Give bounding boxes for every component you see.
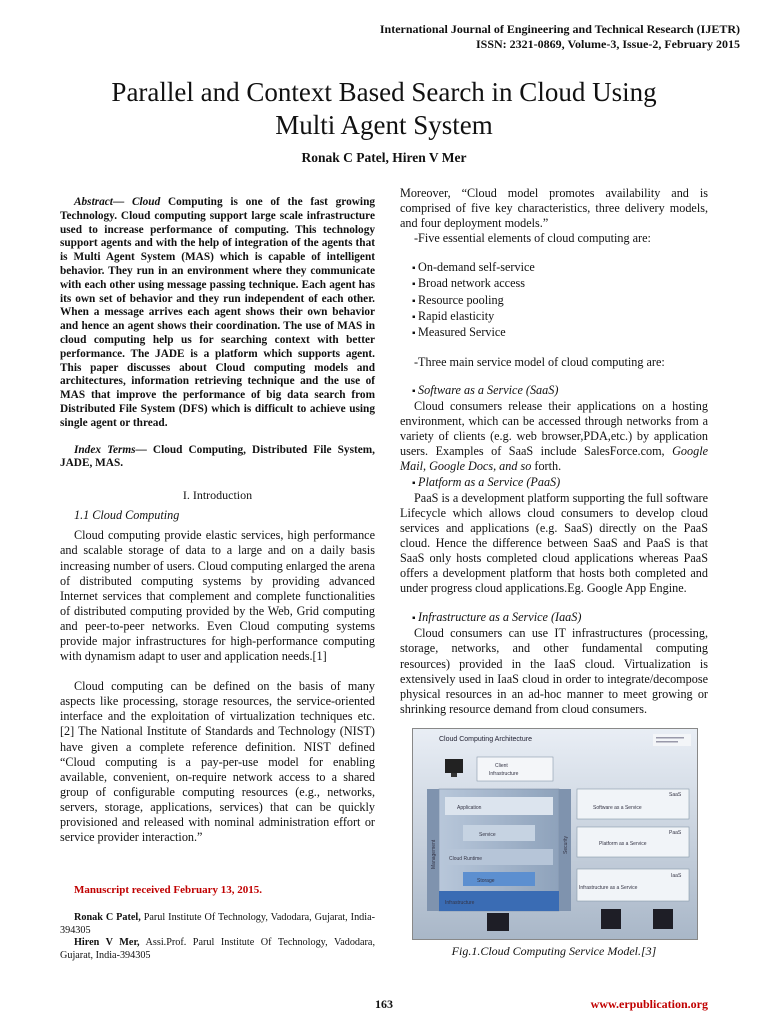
list-item: ▪ Broad network access <box>412 276 708 292</box>
affiliation-1 <box>60 912 375 937</box>
figure-application-label: Application <box>457 805 482 811</box>
intro-paragraph-1: Cloud computing provide elastic services, high performance and scalable storage of data to a large and on a daily basis increasing number of users. Cloud computing enlarged the arena of distributed computing systems by providing advanced Internet services that complement and complete functionalities of distributed computing provided by the Web, Grid computing and peer-to-peer networks. Even Cloud computing systems provide major infrastructures for high-performance computing with dynamism adapt to user and application needs.[1] <box>60 528 375 664</box>
right-paragraph-2: -Five essential elements of cloud computing are: <box>414 231 651 246</box>
manuscript-received: Manuscript received February 13, 2015. <box>74 884 262 897</box>
right-paragraph-3: -Three main service model of cloud computing are: <box>414 354 665 369</box>
affiliation-1-text: Parul Institute Of Technology, Vadodara, Gujarat, India-394305 <box>60 912 375 936</box>
figure-legend-line <box>656 737 684 739</box>
affiliation-2 <box>60 937 375 962</box>
journal-name: International Journal of Engineering and Technical Research (IJETR) <box>379 22 740 36</box>
figure-client-infrastructure-label: Infrastructure <box>489 771 519 777</box>
section-heading-introduction: I. Introduction <box>182 488 253 503</box>
authors: Ronak C Patel, Hiren V Mer <box>301 150 467 165</box>
server-icon <box>653 909 673 929</box>
abstract-dash: — <box>112 196 125 208</box>
saas-paragraph <box>400 399 708 474</box>
figure-legend-line <box>656 741 678 743</box>
figure-iaas-label: Infrastructure as a Service <box>579 885 638 891</box>
abstract <box>60 196 375 431</box>
list-item: ▪ Resource pooling <box>412 293 708 309</box>
figure-management-label: Management <box>431 839 437 869</box>
title-line-2: Multi Agent System <box>275 110 493 140</box>
right-column <box>400 186 708 717</box>
saas-heading-list <box>400 383 708 399</box>
intro-paragraph-2: Cloud computing can be defined on the basis of many aspects like processing, storage resources, the service-oriented interface and the exploitation of virtualization techniques etc. [2] The National Institute of Standards and Technology (NIST) have given a complete reference definition. NIST defined “Cloud computing is a pay-per-use model for enabling available, convenient, on-require network access to a shared group of configurable computing resources (e.g., networks, servers, storage, applications, services) that can be quickly provisioned and released with nominal administration effort or service provider interaction.” <box>60 679 375 845</box>
abstract-lead: Cloud <box>131 196 161 208</box>
affiliation-1-name: Ronak C Patel, <box>74 912 141 924</box>
saas-heading: ▪ Software as a Service (SaaS) <box>412 383 708 399</box>
title-line-1: Parallel and Context Based Search in Cloud Using <box>111 77 657 107</box>
figure-infrastructure-bottom-label: Infrastructure <box>445 900 475 906</box>
figure-client-label: Client <box>495 763 508 769</box>
list-item: ▪ On-demand self-service <box>412 260 708 276</box>
client-monitor-stand-icon <box>451 773 457 777</box>
website-link[interactable]: www.erpublication.org <box>590 997 708 1011</box>
service-layer <box>463 825 535 841</box>
figure-caption: Fig.1.Cloud Computing Service Model.[3] <box>451 944 657 958</box>
journal-header <box>260 22 740 52</box>
client-box <box>477 757 553 781</box>
paas-heading: ▪ Platform as a Service (PaaS) <box>412 475 708 491</box>
paas-heading-list <box>400 475 708 491</box>
figure-service-label: Service <box>479 832 496 838</box>
subsection-heading-cloud-computing: 1.1 Cloud Computing <box>74 508 180 523</box>
figure-paas-label: Platform as a Service <box>599 841 647 847</box>
iaas-heading: ▪ Infrastructure as a Service (IaaS) <box>412 610 708 626</box>
figure-iaas-tag: IaaS <box>671 873 682 879</box>
figure-saas-label: Software as a Service <box>593 805 642 811</box>
saas-text-2: forth. <box>531 459 562 474</box>
abstract-text: Computing is one of the fast growing Technology. Cloud computing support large scale infrastructure used to increase performance of computing. This technology support agents and with the help of integration of the agents that is Multi Agent System (MAS) which is capable of intelligent behavior. They run in an environment where they communicate with each other using message passing technique. Each agent has its own set of behavior and they run independent of each other. When a message arrives each agent shows their own behavior and hence an agent shows their coordination. The use of MAS in cloud computing help us for searching context with better performance. The JADE is a platform which supports agent. This paper discusses about Cloud computing models and architectures, information retrieving technique and the use of MAS that improve the performance of big data search from Distributed File System (DFS) which is difficult to achieve using single agent or thread. <box>60 196 375 429</box>
list-item: ▪ Rapid elasticity <box>412 309 708 325</box>
saas-text-italic: Google Mail, Google Docs, and so <box>400 444 708 474</box>
figure-runtime-label: Cloud Runtime <box>449 856 483 862</box>
server-icon <box>601 909 621 929</box>
storage-layer <box>463 872 535 886</box>
figure-saas-tag: SaaS <box>669 792 682 798</box>
index-terms-label: Index Terms <box>74 443 136 456</box>
journal-issn: ISSN: 2321-0869, Volume-3, Issue-2, February 2015 <box>475 37 740 51</box>
client-monitor-icon <box>445 759 463 773</box>
figure-heading: Cloud Computing Architecture <box>439 736 532 743</box>
server-icon <box>487 913 509 931</box>
figure-security-label: Security <box>563 835 569 854</box>
right-paragraph-1: Moreover, “Cloud model promotes availability and is comprised of five key characteristics, three delivery models, and four deployment models.” <box>400 186 708 231</box>
list-item: ▪ Measured Service <box>412 325 708 341</box>
iaas-paragraph: Cloud consumers can use IT infrastructures (processing, storage, networks, and other fundamental computing resources) provided in the IaaS cloud. Virtualization is extensively used in IaaS cloud in order to integrate/decompose physical resources in an ad-hoc manner to meet growing or shrinking resource demand from cloud consumers. <box>400 626 708 716</box>
index-terms-dash: — <box>135 443 147 456</box>
index-terms <box>60 444 375 472</box>
essentials-list <box>400 260 708 340</box>
figure-paas-tag: PaaS <box>669 830 682 836</box>
left-column <box>60 196 375 962</box>
affiliation-2-text: Assi.Prof. Parul Institute Of Technology, Vadodara, Gujarat, India-394305 <box>60 937 375 961</box>
figure-diagram <box>413 729 697 939</box>
saas-text-1: Cloud consumers release their applications on a hosting environment, which can be accessed through networks from a variety of clients (e.g. web browser,PDA,etc.) by application users. Examples of SaaS include SalesForce.com, <box>400 399 708 459</box>
paas-paragraph: PaaS is a development platform supporting the full software Lifecycle which allows cloud consumers to develop cloud services and applications (e.g. SaaS) directly on the PaaS cloud. Hence the difference between SaaS and PaaS is that SaaS only hosts completed cloud applications whereas PaaS offers a development platform that hosts both completed and under progress cloud applications.Eg. Google App Engine. <box>400 490 708 596</box>
affiliation-2-name: Hiren V Mer, <box>74 937 140 949</box>
index-terms-text: Cloud Computing, Distributed File System, JADE, MAS. <box>60 443 375 470</box>
cloud-architecture-figure <box>412 728 698 940</box>
page-number: 163 <box>375 997 393 1011</box>
abstract-label: Abstract <box>74 196 113 208</box>
figure-storage-label: Storage <box>477 878 495 884</box>
iaas-heading-list <box>400 610 708 626</box>
figure-legend-box <box>653 734 691 746</box>
paper-title <box>40 76 728 142</box>
